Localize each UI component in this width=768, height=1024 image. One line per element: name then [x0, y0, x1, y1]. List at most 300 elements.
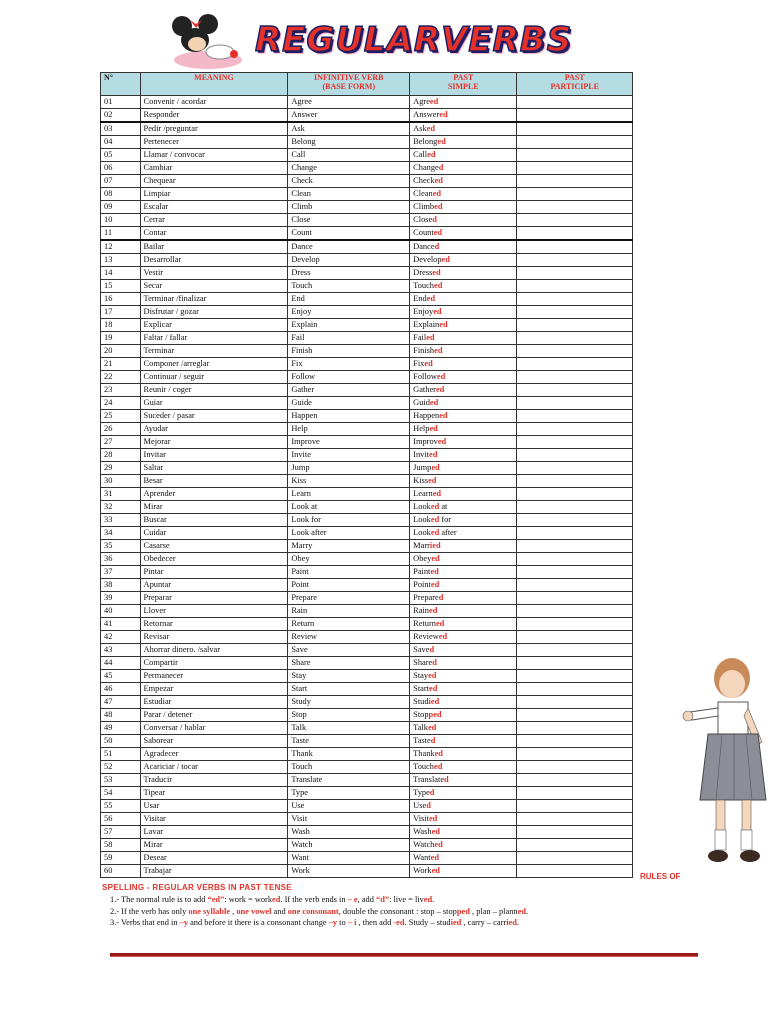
verb-past-simple — [410, 371, 517, 384]
verb-past-simple — [410, 188, 517, 201]
verb-past-simple — [410, 605, 517, 618]
verb-past-participle — [517, 122, 633, 136]
table-row — [101, 774, 633, 787]
verb-past-simple — [410, 227, 517, 241]
past-simple-stem: Thank — [413, 749, 435, 758]
past-simple-ending: ed — [429, 97, 439, 106]
verb-meaning: Apuntar — [140, 579, 288, 592]
past-simple-ending: ed — [437, 437, 447, 446]
past-simple-ending: ed — [434, 346, 443, 355]
verb-meaning: Lavar — [140, 826, 288, 839]
verb-meaning: Empezar — [140, 683, 288, 696]
verb-infinitive: Wash — [288, 826, 410, 839]
verb-meaning: Estudiar — [140, 696, 288, 709]
verb-meaning: Tipear — [140, 787, 288, 800]
verb-past-participle — [517, 514, 633, 527]
table-row — [101, 475, 633, 488]
past-simple-ending: ed — [429, 450, 438, 459]
verb-past-simple — [410, 683, 517, 696]
past-simple-ending: ed — [439, 411, 448, 420]
verb-number: 56 — [101, 813, 141, 826]
past-simple-stem: Follow — [413, 372, 437, 381]
verb-past-simple — [410, 306, 517, 319]
girl-illustration — [670, 650, 768, 875]
past-simple-stem: Belong — [413, 137, 438, 146]
spelling-rule-3: 3.- Verbs that end in –y and before it there is a consonant change –y to – i , then add -ed. Study – studied , carry – carried. — [110, 918, 519, 927]
verb-infinitive: Review — [288, 631, 410, 644]
table-row — [101, 735, 633, 748]
past-simple-ending: ed — [429, 606, 438, 615]
table-header-row — [101, 73, 633, 96]
past-simple-ending: ed — [432, 489, 442, 498]
verb-meaning: Pedir /preguntar — [140, 122, 288, 136]
verb-past-participle — [517, 162, 633, 175]
table-row — [101, 410, 633, 423]
verb-meaning: Saborear — [140, 735, 288, 748]
verb-past-simple — [410, 865, 517, 878]
verb-infinitive: Dress — [288, 267, 410, 280]
past-simple-stem: Paint — [413, 567, 431, 576]
verb-number: 22 — [101, 371, 141, 384]
verb-number: 26 — [101, 423, 141, 436]
past-simple-ending: ed — [427, 150, 436, 159]
table-row — [101, 553, 633, 566]
past-simple-ending: ed — [430, 853, 440, 862]
verb-infinitive: End — [288, 293, 410, 306]
table-row — [101, 254, 633, 267]
past-simple-ending: ed — [429, 398, 439, 407]
table-row — [101, 501, 633, 514]
verb-past-participle — [517, 149, 633, 162]
verb-infinitive: Talk — [288, 722, 410, 735]
past-simple-ending: ed — [430, 528, 440, 537]
past-simple-stem: Help — [413, 424, 430, 433]
verb-meaning: Conversar / hablar — [140, 722, 288, 735]
table-row — [101, 800, 633, 813]
past-simple-stem: Develop — [413, 255, 442, 264]
verb-number: 19 — [101, 332, 141, 345]
table-row — [101, 109, 633, 123]
verb-number: 48 — [101, 709, 141, 722]
verb-number: 18 — [101, 319, 141, 332]
verb-infinitive: Use — [288, 800, 410, 813]
verb-past-simple — [410, 813, 517, 826]
verb-past-participle — [517, 813, 633, 826]
table-row — [101, 136, 633, 149]
verb-past-simple — [410, 618, 517, 631]
verb-meaning: Acariciar / tocar — [140, 761, 288, 774]
verb-number: 06 — [101, 162, 141, 175]
verb-infinitive: Happen — [288, 410, 410, 423]
verb-past-participle — [517, 501, 633, 514]
verb-infinitive: Close — [288, 214, 410, 227]
verb-number: 59 — [101, 852, 141, 865]
verb-infinitive: Translate — [288, 774, 410, 787]
verb-past-simple — [410, 774, 517, 787]
verb-meaning: Trabajar — [140, 865, 288, 878]
verb-past-simple — [410, 423, 517, 436]
verb-past-participle — [517, 384, 633, 397]
past-simple-ending: ed — [430, 567, 439, 576]
table-row — [101, 865, 633, 878]
verb-past-simple — [410, 214, 517, 227]
past-simple-stem: Touch — [413, 281, 434, 290]
verb-meaning: Traducir — [140, 774, 288, 787]
verb-past-participle — [517, 644, 633, 657]
verb-number: 31 — [101, 488, 141, 501]
verb-past-simple — [410, 787, 517, 800]
verb-past-simple — [410, 735, 517, 748]
past-simple-stem: Answer — [413, 110, 440, 119]
past-simple-ending: ed — [430, 502, 440, 511]
past-simple-stem: Stay — [413, 671, 429, 680]
spelling-rule-2: 2.- If the verb has only one syllable , one vowel and one consonant, double the consonant : stop – stopped , plan – planned. — [110, 907, 529, 916]
column-header-past-participle: PAST PARTICIPLE — [517, 73, 633, 96]
verb-meaning: Buscar — [140, 514, 288, 527]
verb-number: 07 — [101, 175, 141, 188]
verb-meaning: Mirar — [140, 501, 288, 514]
verb-past-simple — [410, 800, 517, 813]
verb-number: 12 — [101, 240, 141, 254]
verb-past-participle — [517, 358, 633, 371]
verb-number: 50 — [101, 735, 141, 748]
column-header-past-simple: PAST SIMPLE — [410, 73, 517, 96]
past-simple-stem: Marr — [413, 541, 430, 550]
verb-number: 58 — [101, 839, 141, 852]
table-row — [101, 214, 633, 227]
past-simple-ending: ed — [433, 281, 443, 290]
table-row — [101, 188, 633, 201]
past-simple-stem: Close — [413, 215, 433, 224]
past-simple-ending: ed — [431, 554, 440, 563]
past-simple-ending: ed — [430, 580, 440, 589]
past-simple-ending: d — [438, 593, 444, 602]
past-simple-stem: Look — [413, 528, 431, 537]
past-simple-ending: d — [432, 215, 437, 224]
verb-number: 47 — [101, 696, 141, 709]
verb-number: 43 — [101, 644, 141, 657]
table-row — [101, 670, 633, 683]
verb-past-simple — [410, 566, 517, 579]
past-simple-stem: Agre — [413, 97, 430, 106]
verb-number: 09 — [101, 201, 141, 214]
verb-meaning: Suceder / pasar — [140, 410, 288, 423]
column-header-number: N° — [101, 73, 141, 96]
page-title: REGULARVERBS — [255, 20, 573, 60]
past-simple-stem: Return — [413, 619, 436, 628]
past-simple-ending: ed — [434, 176, 443, 185]
verb-infinitive: Belong — [288, 136, 410, 149]
past-simple-ending: ed — [431, 463, 440, 472]
verb-number: 24 — [101, 397, 141, 410]
table-row — [101, 162, 633, 175]
past-simple-ending: ed — [439, 320, 448, 329]
verb-infinitive: Agree — [288, 96, 410, 109]
verb-infinitive: Count — [288, 227, 410, 241]
past-simple-ending: d — [434, 242, 440, 251]
verb-past-participle — [517, 449, 633, 462]
verb-past-simple — [410, 254, 517, 267]
verb-past-simple — [410, 761, 517, 774]
table-row — [101, 345, 633, 358]
verb-past-simple — [410, 527, 517, 540]
past-simple-ending: ed — [430, 515, 440, 524]
table-row — [101, 566, 633, 579]
verb-meaning: Reunir / coger — [140, 384, 288, 397]
spelling-rule-1: 1.- The normal rule is to add “ed”: work = worked. If the verb ends in – e, add “d”: live = lived. — [110, 895, 435, 904]
past-simple-ending: ed — [437, 137, 446, 146]
verb-number: 39 — [101, 592, 141, 605]
past-simple-ending: ed — [438, 632, 448, 641]
verb-infinitive: Look at — [288, 501, 410, 514]
verb-past-participle — [517, 631, 633, 644]
verb-past-participle — [517, 267, 633, 280]
verb-past-simple — [410, 240, 517, 254]
past-simple-ending: ed — [427, 723, 437, 732]
verb-meaning: Escalar — [140, 201, 288, 214]
verb-infinitive: Prepare — [288, 592, 410, 605]
table-row — [101, 631, 633, 644]
past-simple-stem: Point — [413, 580, 431, 589]
verb-past-simple — [410, 592, 517, 605]
verb-past-simple — [410, 96, 517, 109]
bottom-divider — [110, 953, 698, 957]
past-simple-ending: ied — [429, 541, 441, 550]
verb-past-simple — [410, 319, 517, 332]
verb-infinitive: Call — [288, 149, 410, 162]
past-simple-stem: Jump — [413, 463, 432, 472]
verb-past-participle — [517, 787, 633, 800]
verb-meaning: Contar — [140, 227, 288, 241]
column-header-infinitive: INFINITIVE VERB (BASE FORM) — [288, 73, 410, 96]
verb-meaning: Cerrar — [140, 214, 288, 227]
verb-meaning: Besar — [140, 475, 288, 488]
verb-past-participle — [517, 240, 633, 254]
verb-number: 36 — [101, 553, 141, 566]
verb-infinitive: Look for — [288, 514, 410, 527]
verb-number: 35 — [101, 540, 141, 553]
past-simple-ending: d — [438, 163, 444, 172]
verb-past-participle — [517, 618, 633, 631]
verb-infinitive: Learn — [288, 488, 410, 501]
verb-past-simple — [410, 462, 517, 475]
verb-infinitive: Dance — [288, 240, 410, 254]
verb-meaning: Pertenecer — [140, 136, 288, 149]
verb-infinitive: Type — [288, 787, 410, 800]
past-simple-ending: d — [426, 801, 431, 810]
past-simple-stem: Review — [413, 632, 439, 641]
verb-past-participle — [517, 800, 633, 813]
verb-infinitive: Work — [288, 865, 410, 878]
verb-number: 17 — [101, 306, 141, 319]
verb-infinitive: Rain — [288, 605, 410, 618]
verb-past-participle — [517, 175, 633, 188]
past-simple-stem: Stud — [413, 697, 429, 706]
verb-past-simple — [410, 722, 517, 735]
verb-past-participle — [517, 410, 633, 423]
verb-infinitive: Ask — [288, 122, 410, 136]
verb-meaning: Terminar — [140, 345, 288, 358]
verb-infinitive: Fix — [288, 358, 410, 371]
verb-infinitive: Climb — [288, 201, 410, 214]
verb-past-simple — [410, 201, 517, 214]
past-simple-ending: ed — [429, 424, 438, 433]
verb-infinitive: Marry — [288, 540, 410, 553]
table-row — [101, 227, 633, 241]
past-simple-stem: Dress — [413, 268, 433, 277]
past-simple-ending: ied — [428, 697, 440, 706]
past-simple-ending: ed — [434, 202, 443, 211]
past-simple-stem: Look — [413, 502, 431, 511]
table-row — [101, 462, 633, 475]
verb-infinitive: Change — [288, 162, 410, 175]
verb-meaning: Llover — [140, 605, 288, 618]
verb-past-participle — [517, 475, 633, 488]
past-simple-stem: Start — [413, 684, 429, 693]
verb-past-participle — [517, 696, 633, 709]
verb-infinitive: Point — [288, 579, 410, 592]
verb-past-participle — [517, 865, 633, 878]
verb-infinitive: Jump — [288, 462, 410, 475]
verb-past-simple — [410, 475, 517, 488]
past-simple-ending: ped — [428, 710, 442, 719]
verb-past-simple — [410, 553, 517, 566]
past-simple-particle: after — [439, 528, 457, 537]
verb-past-simple — [410, 358, 517, 371]
verb-number: 10 — [101, 214, 141, 227]
verb-past-participle — [517, 527, 633, 540]
verb-past-participle — [517, 397, 633, 410]
verb-infinitive: Follow — [288, 371, 410, 384]
verb-infinitive: Gather — [288, 384, 410, 397]
verb-number: 13 — [101, 254, 141, 267]
past-simple-ending: d — [432, 658, 437, 667]
verb-number: 60 — [101, 865, 141, 878]
verb-number: 37 — [101, 566, 141, 579]
verb-number: 01 — [101, 96, 141, 109]
past-simple-stem: Stop — [413, 710, 429, 719]
table-row — [101, 514, 633, 527]
past-simple-stem: Prepare — [413, 593, 439, 602]
past-simple-stem: Talk — [413, 723, 428, 732]
verb-infinitive: Look after — [288, 527, 410, 540]
verb-past-simple — [410, 345, 517, 358]
verb-past-participle — [517, 254, 633, 267]
verb-meaning: Desear — [140, 852, 288, 865]
verb-past-simple — [410, 149, 517, 162]
past-simple-stem: Taste — [413, 736, 431, 745]
past-simple-ending: ed — [435, 385, 445, 394]
past-simple-stem: Use — [413, 801, 427, 810]
table-row — [101, 683, 633, 696]
verb-infinitive: Touch — [288, 761, 410, 774]
table-row — [101, 592, 633, 605]
past-simple-ending: ed — [426, 333, 435, 342]
verb-past-simple — [410, 826, 517, 839]
table-row — [101, 579, 633, 592]
past-simple-stem: Climb — [413, 202, 435, 211]
verb-past-participle — [517, 839, 633, 852]
verb-infinitive: Stop — [288, 709, 410, 722]
verb-infinitive: Enjoy — [288, 306, 410, 319]
table-row — [101, 306, 633, 319]
verb-meaning: Chequear — [140, 175, 288, 188]
verb-meaning: Obedecer — [140, 553, 288, 566]
past-simple-stem: Rain — [413, 606, 429, 615]
verb-meaning: Aprender — [140, 488, 288, 501]
past-simple-stem: Kiss — [413, 476, 429, 485]
past-simple-stem: Happen — [413, 411, 440, 420]
rules-of-label: RULES OF — [640, 872, 681, 881]
past-simple-stem: Ask — [413, 124, 427, 133]
past-simple-stem: End — [413, 294, 427, 303]
verb-number: 16 — [101, 293, 141, 306]
verb-meaning: Desarrollar — [140, 254, 288, 267]
verb-meaning: Faltar / fallar — [140, 332, 288, 345]
past-simple-stem: Learn — [413, 489, 433, 498]
verb-number: 11 — [101, 227, 141, 241]
past-simple-ending: d — [429, 788, 435, 797]
column-header-meaning: MEANING — [140, 73, 288, 96]
table-row — [101, 267, 633, 280]
verb-past-simple — [410, 748, 517, 761]
table-row — [101, 709, 633, 722]
verb-infinitive: Start — [288, 683, 410, 696]
verb-number: 25 — [101, 410, 141, 423]
verb-number: 32 — [101, 501, 141, 514]
verb-number: 51 — [101, 748, 141, 761]
verb-meaning: Ahorrar dinero. /salvar — [140, 644, 288, 657]
past-simple-stem: Obey — [413, 554, 432, 563]
verb-meaning: Guiar — [140, 397, 288, 410]
verb-number: 29 — [101, 462, 141, 475]
table-row — [101, 657, 633, 670]
verb-infinitive: Obey — [288, 553, 410, 566]
table-row — [101, 319, 633, 332]
verb-past-participle — [517, 319, 633, 332]
verb-meaning: Preparar — [140, 592, 288, 605]
verb-meaning: Bailar — [140, 240, 288, 254]
past-simple-stem: Call — [413, 150, 428, 159]
header — [150, 10, 573, 72]
verb-meaning: Componer /arreglar — [140, 358, 288, 371]
verb-meaning: Usar — [140, 800, 288, 813]
verb-past-simple — [410, 175, 517, 188]
table-row — [101, 722, 633, 735]
table-row — [101, 787, 633, 800]
past-simple-ending: ed — [431, 866, 440, 875]
verb-past-simple — [410, 670, 517, 683]
verb-past-participle — [517, 735, 633, 748]
verb-infinitive: Guide — [288, 397, 410, 410]
verb-meaning: Parar / detener — [140, 709, 288, 722]
past-simple-ending: ed — [433, 228, 443, 237]
verb-past-participle — [517, 227, 633, 241]
verb-past-simple — [410, 332, 517, 345]
verb-infinitive: Study — [288, 696, 410, 709]
verb-infinitive: Stay — [288, 670, 410, 683]
verb-number: 49 — [101, 722, 141, 735]
past-simple-stem: Enjoy — [413, 307, 434, 316]
past-simple-stem: Finish — [413, 346, 435, 355]
verb-past-participle — [517, 579, 633, 592]
verb-meaning: Vestir — [140, 267, 288, 280]
verb-infinitive: Invite — [288, 449, 410, 462]
verb-past-participle — [517, 566, 633, 579]
verb-past-simple — [410, 410, 517, 423]
verb-number: 38 — [101, 579, 141, 592]
verb-number: 53 — [101, 774, 141, 787]
